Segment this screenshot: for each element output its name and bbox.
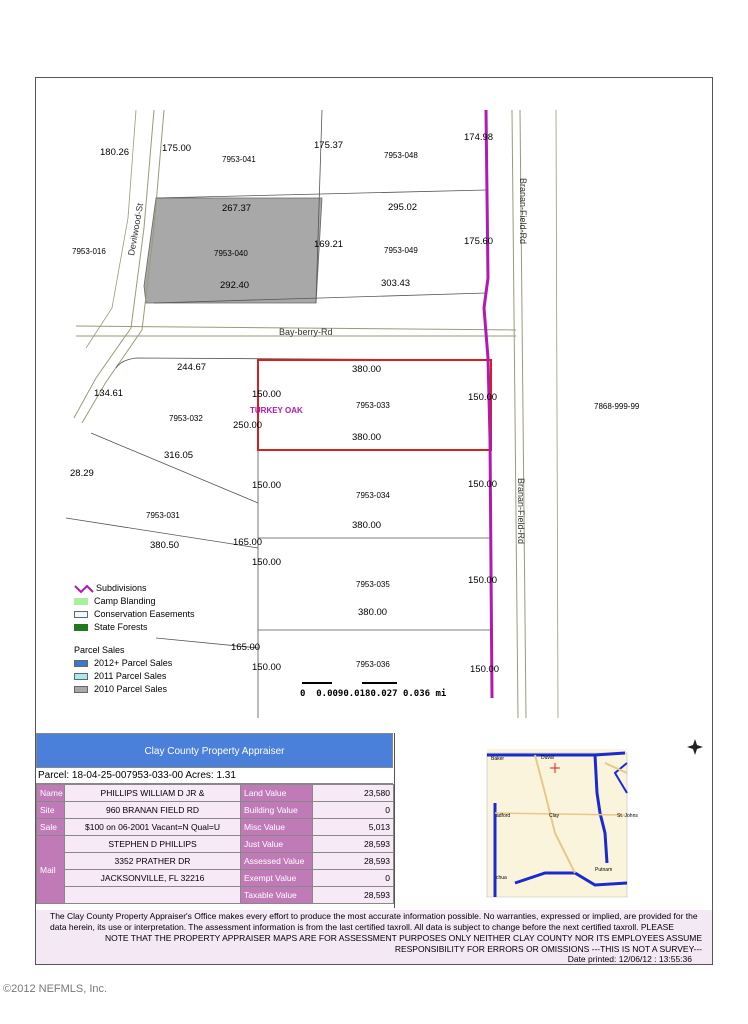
branan-field-road xyxy=(512,110,518,718)
legend-label: 2010 Parcel Sales xyxy=(94,684,168,694)
just-value-label: Just Value xyxy=(241,836,313,853)
parcel-id: 7953-034 xyxy=(356,491,390,500)
scale-bar xyxy=(300,681,460,701)
map-legend xyxy=(74,582,195,696)
table-row xyxy=(37,836,394,853)
parcel-id: 7953-036 xyxy=(356,660,390,669)
misc-value-label: Misc Value xyxy=(241,819,313,836)
bayberry-label: Bay-berry-Rd xyxy=(279,327,333,337)
taxable-value-label: Taxable Value xyxy=(241,887,313,904)
disclaimer-survey: RESPONSIBILITY FOR ERRORS OR OMISSIONS ---THIS IS NOT A SURVEY--- xyxy=(394,944,702,954)
subdivision-legend-icon xyxy=(74,584,94,594)
county-label: Clay xyxy=(549,813,560,819)
disclaimer xyxy=(36,910,712,964)
legend-label: Conservation Easements xyxy=(94,609,195,619)
mail-line-1: STEPHEN D PHILLIPS xyxy=(65,836,241,853)
dimension: 150.00 xyxy=(468,479,498,490)
dimension: 292.40 xyxy=(220,280,250,291)
parcel-id: 7953-049 xyxy=(384,246,418,255)
dimension: 380.00 xyxy=(352,520,382,531)
north-arrow-icon xyxy=(687,739,703,755)
dimension: 150.00 xyxy=(470,664,500,675)
locator-map xyxy=(394,733,713,908)
just-value: 28,593 xyxy=(313,836,394,853)
dimension: 175.37 xyxy=(314,140,344,151)
dimension: 150.00 xyxy=(252,480,282,491)
legend-label: 2011 Parcel Sales xyxy=(94,671,167,681)
parcel-number: Parcel: 18-04-25-007953-033-00 Acres: 1.31 xyxy=(36,768,393,784)
dimension: 267.37 xyxy=(222,203,252,214)
site-label: Site xyxy=(37,802,65,819)
assessed-value: 28,593 xyxy=(313,853,394,870)
dimension: 165.00 xyxy=(233,537,263,548)
sale-info: $100 on 06-2001 Vacant=N Qual=U xyxy=(65,819,241,836)
dimension: 150.00 xyxy=(252,389,282,400)
owner-name: PHILLIPS WILLIAM D JR & xyxy=(65,785,241,802)
county-label: Baker xyxy=(491,756,505,762)
panel-title: Clay County Property Appraiser xyxy=(36,733,393,768)
parcel-id: 7953-040 xyxy=(214,249,248,258)
sale-label: Sale xyxy=(37,819,65,836)
dimension: 175.60 xyxy=(464,236,494,247)
mail-blank xyxy=(65,887,241,904)
dimension: 150.00 xyxy=(252,662,282,673)
scale-label: 0 0.0090.0180.027 0.036 mi xyxy=(300,689,447,699)
table-row xyxy=(37,819,394,836)
dimension: 380.00 xyxy=(352,432,382,443)
parcel-id: 7953-035 xyxy=(356,580,390,589)
camp-blanding-swatch xyxy=(74,598,88,605)
county-label: Putnam xyxy=(595,867,613,873)
disclaimer-note: NOTE THAT THE PROPERTY APPRAISER MAPS ARE FOR ASSESSMENT PURPOSES ONLY NEITHER CLAY COUNTY NOR ITS EMPLOYEES ASSUME xyxy=(104,933,702,943)
sale-2012-swatch xyxy=(74,660,88,667)
parcel-id: 7953-031 xyxy=(146,511,180,520)
mail-line-3: JACKSONVILLE, FL 32216 xyxy=(65,870,241,887)
parcel-id: 7953-048 xyxy=(384,151,418,160)
branan-north-label: Branan-Field-Rd xyxy=(518,178,528,245)
copyright-watermark: ©2012 NEFMLS, Inc. xyxy=(3,983,108,995)
county-label: Duval xyxy=(541,755,554,761)
property-table xyxy=(36,784,394,904)
dimension: 380.00 xyxy=(352,364,382,375)
dimension: 150.00 xyxy=(252,557,282,568)
dimension: 150.00 xyxy=(468,575,498,586)
conservation-swatch xyxy=(74,611,88,618)
dimension: 134.61 xyxy=(94,388,124,399)
parcel-id: 7953-032 xyxy=(169,414,203,423)
parcel-id: 7868-999-99 xyxy=(594,402,640,411)
sale-2010-swatch xyxy=(74,686,88,693)
parcel-id: 7953-016 xyxy=(72,247,106,256)
dimension: 28.29 xyxy=(70,468,94,479)
parcel-id: 7953-033 xyxy=(356,401,390,410)
sale-2011-swatch xyxy=(74,673,88,680)
county-label: St. Johns xyxy=(617,813,638,819)
county-label: chua xyxy=(496,875,507,881)
subdivision-name-label: TURKEY OAK xyxy=(250,406,303,415)
dimension: 303.43 xyxy=(381,278,411,289)
dimension: 316.05 xyxy=(164,450,194,461)
legend-label: Camp Blanding xyxy=(94,596,156,606)
disclaimer-text: The Clay County Property Appraiser's Office makes every effort to produce the most accurate information possible. No warranties, expressed or implied, are provided for the data herein, its use or interpretation. The assessment information is from the last certified taxroll. All data is subject to change before the next certified taxroll. PLEASE xyxy=(50,911,698,932)
land-value: 23,580 xyxy=(313,785,394,802)
dimension: 150.00 xyxy=(468,392,498,403)
branan-south-label: Branan-Field-Rd xyxy=(516,478,526,545)
site-address: 960 BRANAN FIELD RD xyxy=(65,802,241,819)
county-label: adford xyxy=(496,813,511,819)
dimension: 244.67 xyxy=(177,362,207,373)
taxable-value: 28,593 xyxy=(313,887,394,904)
dimension: 169.21 xyxy=(314,239,344,250)
dimension: 175.00 xyxy=(162,143,192,154)
dimension: 180.26 xyxy=(100,147,130,158)
assessed-value-label: Assessed Value xyxy=(241,853,313,870)
table-row xyxy=(37,887,394,904)
dimension: 165.00 xyxy=(231,642,261,653)
date-printed: Date printed: 12/06/12 : 13:55:36 xyxy=(567,954,692,964)
property-info-panel xyxy=(36,733,393,904)
exempt-value-label: Exempt Value xyxy=(241,870,313,887)
land-value-label: Land Value xyxy=(241,785,313,802)
mail-label: Mail xyxy=(37,836,65,904)
dimension: 380.00 xyxy=(358,607,388,618)
legend-label: State Forests xyxy=(94,622,148,632)
legend-label: 2012+ Parcel Sales xyxy=(94,658,173,668)
mail-line-2: 3352 PRATHER DR xyxy=(65,853,241,870)
name-label: Name xyxy=(37,785,65,802)
misc-value: 5,013 xyxy=(313,819,394,836)
building-value: 0 xyxy=(313,802,394,819)
building-value-label: Building Value xyxy=(241,802,313,819)
dimension: 380.50 xyxy=(150,540,180,551)
legend-heading: Parcel Sales xyxy=(74,645,125,655)
state-forest-swatch xyxy=(74,624,88,631)
parcel-id: 7953-041 xyxy=(222,155,256,164)
legend-label: Subdivisions xyxy=(96,583,147,593)
table-row xyxy=(37,853,394,870)
dimension: 250.00 xyxy=(233,420,263,431)
exempt-value: 0 xyxy=(313,870,394,887)
table-row xyxy=(37,802,394,819)
dimension: 174.98 xyxy=(464,132,494,143)
dimension: 295.02 xyxy=(388,202,418,213)
devilwood-label: Devilwood-St xyxy=(126,202,146,257)
table-row xyxy=(37,870,394,887)
table-row xyxy=(37,785,394,802)
